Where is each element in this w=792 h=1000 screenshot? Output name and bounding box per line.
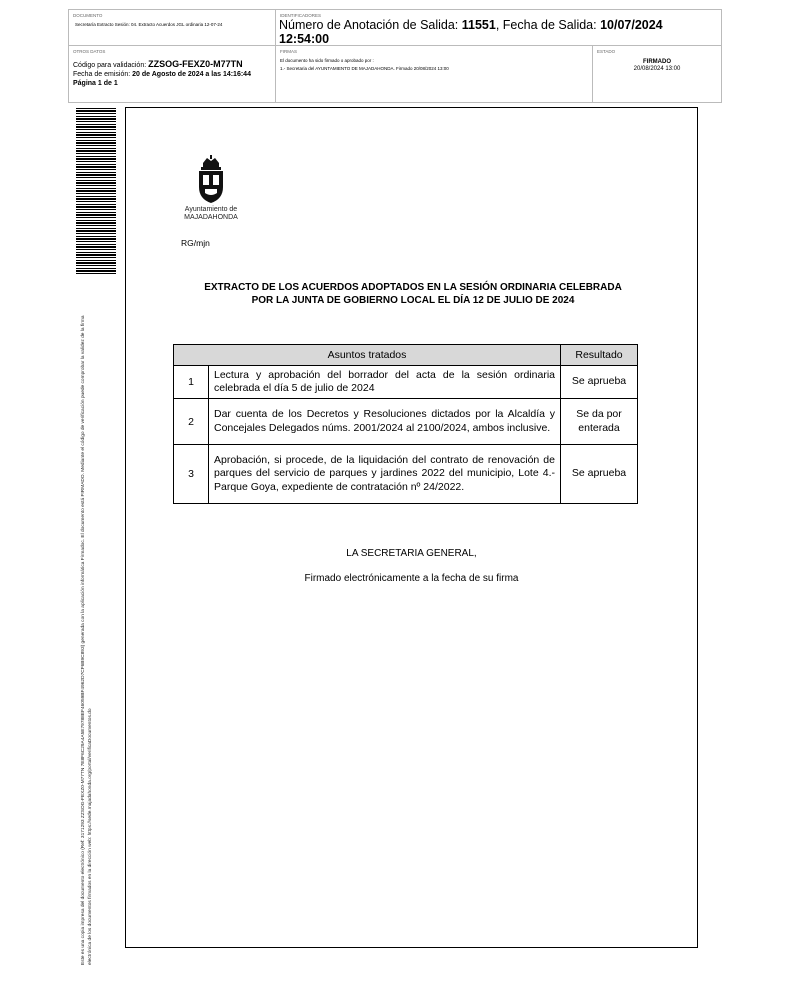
asuntos-table [173,344,638,504]
ident-date: 10/07/2024 [600,18,663,32]
estado-cell [593,46,721,102]
identificadores-text [279,18,719,46]
documento-text: Secretaría Extracto Sesión: 04. Extracto Acuerdos JGL ordinaria 12-07-24 [75,22,223,27]
table-row [174,399,638,445]
firmas-text-1: El documento ha sido firmado o aprobado por : [280,58,374,63]
table-row [174,366,638,399]
identificadores-label: IDENTIFICADORES [280,13,322,18]
otros-label: OTROS DATOS [73,49,106,54]
documento-label: DOCUMENTO [73,13,103,18]
firmado-text: Firmado electrónicamente a la fecha de su firma [304,573,519,584]
ident-number: 11551 [461,18,496,32]
codigo-value: ZZSOG-FEXZ0-M77TN [148,59,243,69]
col-asuntos-header: Asuntos tratados [174,345,561,366]
verification-side-text: Este es una copia impresa del documento electrónico (Ref: 3171293 ZZSOG-FEXZ0-M77TN 7E8F6C29A4A5E79788EF46059BF4962D7CF6B9C893) generada con la aplicación informática Firmadoc. El documento está FIRMADO. Mediante el código de verificación puede comprobar la validez de la firma electrónica de los documentos firmados en la dirección web: https://sede.majadahonda.org/portal/verificaDocumentos.do [81,315,93,965]
fecha-label: Fecha de emisión: [73,71,133,78]
row-number: 3 [174,445,209,504]
title-line-1: EXTRACTO DE LOS ACUERDOS ADOPTADOS EN LA SESIÓN ORDINARIA CELEBRADA [204,282,622,293]
logo-line-2: MAJADAHONDA [184,214,238,221]
logo-name [176,206,246,222]
firmas-label: FIRMAS [280,49,298,54]
document-title [176,281,650,307]
otros-text [73,60,251,88]
firmas-text-2: 1.- Secretaria del AYUNTAMIENTO DE MAJADAHONDA. Firmado 20/08/2024 13:00 [280,66,449,71]
row-result: Se aprueba [561,445,638,504]
estado-date: 20/08/2024 13:00 [633,66,681,72]
firmas-cell [276,46,593,102]
ident-time: 12:54:00 [279,32,330,46]
secretaria-label: LA SECRETARIA GENERAL, [346,548,477,559]
barcode [76,108,116,276]
document-header [68,9,722,103]
identificadores-cell [276,10,721,46]
ident-label-1: Número de Anotación de Salida: [279,18,462,32]
documento-cell [69,10,276,46]
logo-line-1: Ayuntamiento de [184,206,238,213]
row-number: 2 [174,399,209,445]
row-text: Dar cuenta de los Decretos y Resoluciones dictados por la Alcaldía y Concejales Delegados núms. 2001/2024 al 2100/2024, ambos inclusive. [209,399,561,445]
table-row [174,445,638,504]
pagina-text: Página 1 de 1 [73,80,118,87]
fecha-value: 20 de Agosto de 2024 a las 14:16:44 [132,71,251,78]
otros-datos-cell [69,46,276,102]
title-line-2: POR LA JUNTA DE GOBIERNO LOCAL EL DÍA 12 DE JULIO DE 2024 [251,295,575,306]
ident-label-2: , Fecha de Salida: [495,18,601,32]
row-text: Aprobación, si procede, de la liquidación del contrato de renovación de parques del servicio de parques y jardines 2022 del municipio, Lote 4.- Parque Goya, expediente de contratación nº 24/2022. [209,445,561,504]
row-number: 1 [174,366,209,399]
col-resultado-header: Resultado [561,345,638,366]
estado-status: FIRMADO [643,59,671,65]
coat-of-arms-icon [191,155,231,207]
reference-initials: RG/mjn [181,238,210,248]
estado-label: ESTADO [597,49,616,54]
row-text: Lectura y aprobación del borrador del acta de la sesión ordinaria celebrada el día 5 de julio de 2024 [209,366,561,399]
page-frame [125,107,698,948]
codigo-label: Código para validación: [73,62,149,69]
row-result: Se da por enterada [561,399,638,445]
row-result: Se aprueba [561,366,638,399]
table-header-row [174,345,638,366]
